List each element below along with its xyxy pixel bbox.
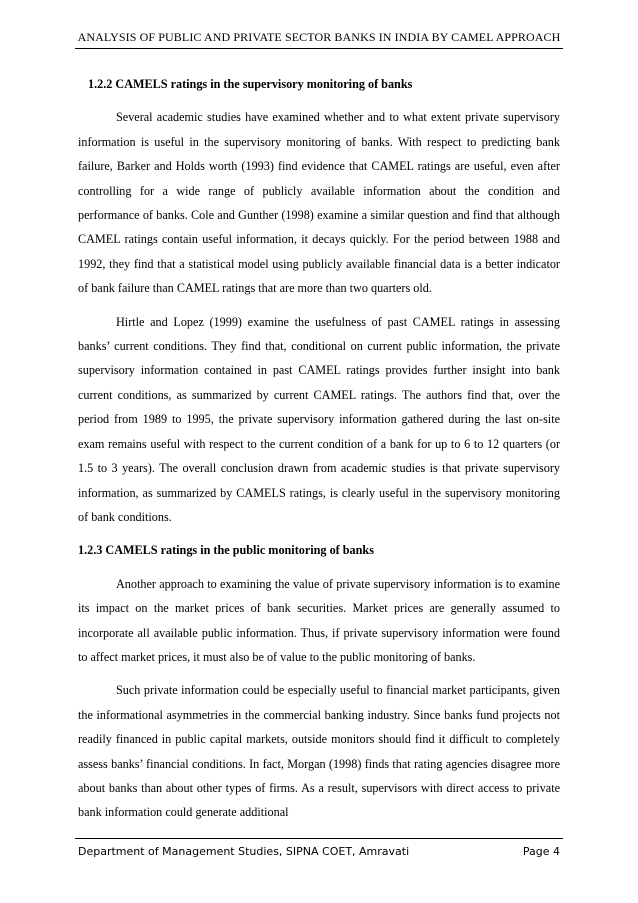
footer-rule (75, 838, 563, 839)
paragraph: Another approach to examining the value of private supervisory information is to examine its impact on the market prices of bank securities. Market prices are generally assumed to incorporate all available public information. Thus, if private supervisory information were found to affect market prices, it must also be of value to the public monitoring of banks. (78, 576, 560, 664)
running-header: ANALYSIS OF PUBLIC AND PRIVATE SECTOR BANKS IN INDIA BY CAMEL APPROACH (77, 30, 561, 44)
paragraph: Several academic studies have examined whether and to what extent private supervisory information is useful in the supervisory monitoring of banks. With respect to predicting bank failure, Barker and Holds worth (1993) find evidence that CAMEL ratings are useful, even after controlling for a wide range of publicly available information about the condition and performance of banks. Cole and Gunther (1998) examine a similar question and find that although CAMEL ratings contain useful information, it decays quickly. For the period between 1988 and 1992, they find that a statistical model using publicly available financial data is a better indicator of bank failure than CAMEL ratings that are more than two quarters old. (78, 110, 560, 296)
section-heading: 1.2.2 CAMELS ratings in the supervisory monitoring of banks (88, 77, 413, 91)
page-footer (78, 845, 560, 858)
header-rule (75, 48, 563, 49)
footer-department: Department of Management Studies, SIPNA COET, Amravati (78, 845, 410, 858)
section-heading: 1.2.3 CAMELS ratings in the public monitoring of banks (78, 543, 374, 558)
paragraph: Hirtle and Lopez (1999) examine the usefulness of past CAMEL ratings in assessing banks’ current conditions. They find that, conditional on current public information, the private supervisory information contained in past CAMEL ratings provides further insight into bank current conditions, as summarized by current CAMEL ratings. The authors find that, over the period from 1989 to 1995, the private supervisory information gathered during the last on-site exam remains useful with respect to the current condition of a bank for up to 6 to 12 quarters (or 1.5 to 3 years). The overall conclusion drawn from academic studies is that private supervisory information, as summarized by CAMELS ratings, is clearly useful in the supervisory monitoring of bank conditions. (78, 314, 560, 524)
paragraph: Such private information could be especially useful to financial market participants, given the informational asymmetries in the commercial banking industry. Since banks fund projects not readily financed in public capital markets, outside monitors should find it difficult to completely assess banks’ financial conditions. In fact, Morgan (1998) finds that rating agencies disagree more about banks than about other types of firms. As a result, supervisors with direct access to private bank information could generate additional (78, 683, 560, 820)
page-number: Page 4 (522, 845, 560, 858)
page-body (78, 72, 560, 834)
